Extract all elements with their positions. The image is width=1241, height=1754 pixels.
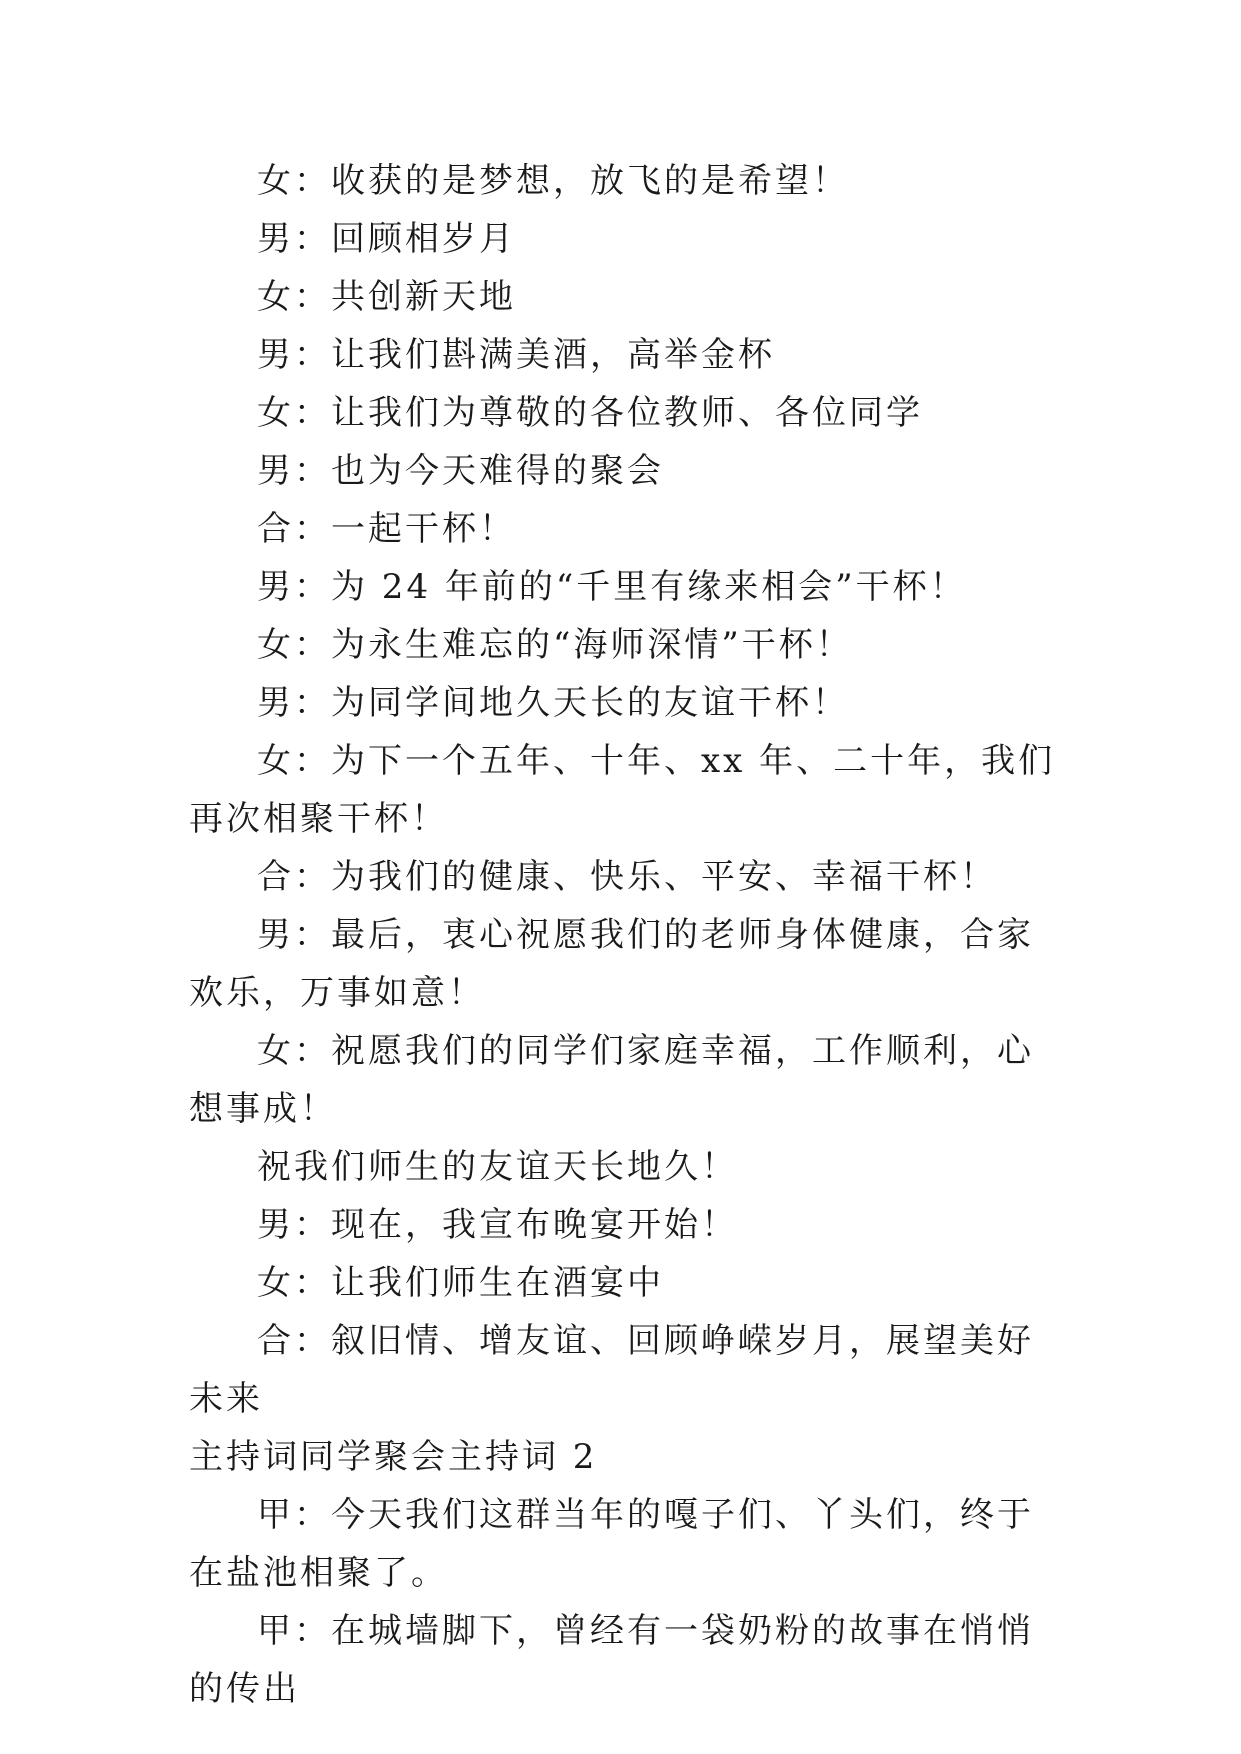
section-heading-line: 主持词同学聚会主持词 2 (189, 1437, 598, 1477)
dialogue-paragraph: 女：共创新天地 (257, 277, 516, 317)
dialogue-paragraph: 女：为永生难忘的“海师深情”干杯！ (257, 625, 853, 665)
dialogue-paragraph: 男：最后，衷心祝愿我们的老师身体健康，合家欢乐，万事如意！ (189, 915, 1034, 1013)
dialogue-paragraph: 祝我们师生的友谊天长地久！ (257, 1147, 738, 1187)
dialogue-paragraph: 合：叙旧情、增友谊、回顾峥嵘岁月，展望美好未来 (189, 1321, 1034, 1419)
dialogue-paragraph: 合：一起干杯！ (257, 509, 516, 549)
dialogue-paragraph: 女：让我们师生在酒宴中 (257, 1263, 664, 1303)
dialogue-paragraph: 男：回顾相岁月 (257, 219, 516, 259)
dialogue-paragraph: 男：为同学间地久天长的友谊干杯！ (257, 683, 849, 723)
dialogue-paragraph: 甲：今天我们这群当年的嘎子们、丫头们，终于在盐池相聚了。 (189, 1495, 1034, 1593)
dialogue-paragraph: 女：祝愿我们的同学们家庭幸福，工作顺利，心想事成！ (189, 1031, 1034, 1129)
dialogue-paragraph: 男：现在，我宣布晚宴开始！ (257, 1205, 738, 1245)
dialogue-paragraph: 女：为下一个五年、十年、xx 年、二十年，我们再次相聚干杯！ (189, 741, 1056, 839)
dialogue-paragraph: 合：为我们的健康、快乐、平安、幸福干杯！ (257, 857, 997, 897)
dialogue-paragraph: 甲：在城墙脚下，曾经有一袋奶粉的故事在悄悄的传出 (189, 1611, 1034, 1709)
dialogue-paragraph: 男：让我们斟满美酒，高举金杯 (257, 335, 775, 375)
dialogue-paragraph: 女：让我们为尊敬的各位教师、各位同学 (257, 393, 923, 433)
dialogue-paragraph: 男：为 24 年前的“千里有缘来相会”干杯！ (257, 567, 967, 607)
dialogue-paragraph: 女：收获的是梦想，放飞的是希望！ (257, 161, 849, 201)
dialogue-paragraph: 男：也为今天难得的聚会 (257, 451, 664, 491)
document-body (189, 152, 1061, 1718)
